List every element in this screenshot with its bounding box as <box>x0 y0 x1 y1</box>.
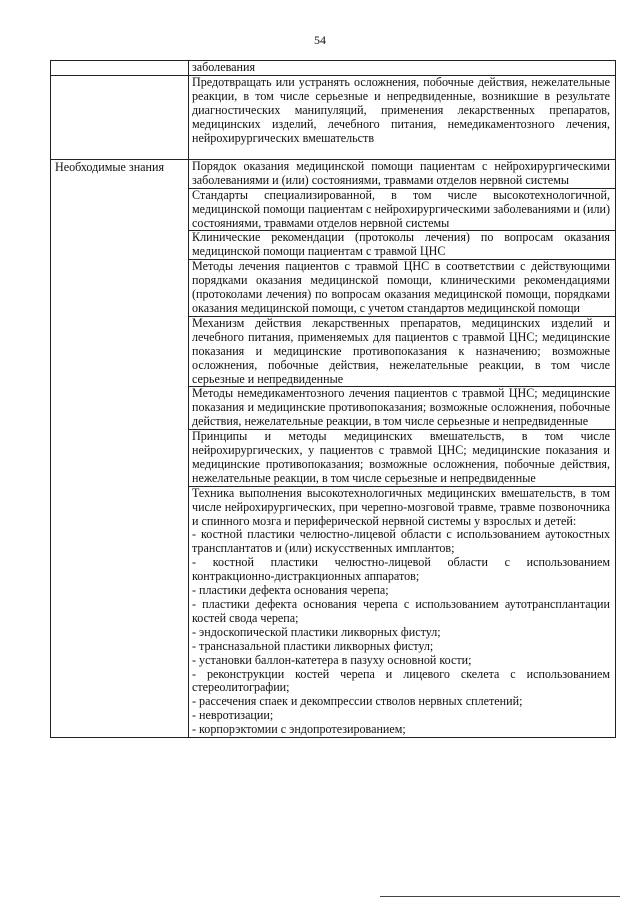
requirements-table <box>50 60 616 738</box>
row-text: Клинические рекомендации (протоколы лечения) по вопросам оказания медицинской помощи пациентам с травмой ЦНС <box>189 231 616 260</box>
row-label <box>51 75 189 159</box>
row-text: Методы немедикаментозного лечения пациентов с травмой ЦНС; медицинские показания и медицинские противопоказания; возможные осложнения, побочные действия, нежелательные реакции, в том числе серьезные и непредвиденные <box>189 387 616 430</box>
table-row <box>51 75 616 159</box>
list-item: - костной пластики челюстно-лицевой области с использованием аутокостных трансплантатов и (или) искусственных имплантов; <box>192 527 610 556</box>
row-text: Механизм действия лекарственных препаратов, медицинских изделий и лечебного питания, применяемых для пациентов с травмой ЦНС; медицинские показания и медицинские противопоказания к назначению; возможные осложнения, побочные действия, нежелательные реакции, в том числе серьезные и непредвиденные <box>189 316 616 387</box>
technique-intro: Техника выполнения высокотехнологичных медицинских вмешательств, в том числе нейрохирургических, при черепно-мозговой травме, травме позвоночника и спинного мозга и периферической нервной системы у взрослых и детей: <box>192 485 610 528</box>
list-item: - трансназальной пластики ликворных фистул; <box>192 638 434 653</box>
list-item: - эндоскопической пластики ликворных фистул; <box>192 624 441 639</box>
list-item: - реконструкции костей черепа и лицевого скелета с использованием стереолитографии; <box>192 666 610 695</box>
table-row <box>51 159 616 188</box>
list-item: - рассечения спаек и декомпрессии стволов нервных сплетений; <box>192 694 523 709</box>
row-text: Порядок оказания медицинской помощи пациентам с нейрохирургическими заболеваниями и (или) состояниями, травмами отделов нервной системы <box>189 159 616 188</box>
section-label: Необходимые знания <box>51 159 189 737</box>
row-text: Предотвращать или устранять осложнения, побочные действия, нежелательные реакции, в том числе серьезные и непредвиденные, возникшие в результате диагностических манипуляций, применения лекарственных препаратов, медицинских изделий, лечебного питания, немедикаментозного лечения, нейрохирургических вмешательств <box>189 75 616 159</box>
list-item: - корпорэктомии с эндопротезированием; <box>192 722 406 737</box>
page-number: 54 <box>314 33 326 47</box>
row-text: Стандарты специализированной, в том числе высокотехнологичной, медицинской помощи пациентам с нейрохирургическими заболеваниями и (или) состояниями, травмами отделов нервной системы <box>189 188 616 231</box>
list-item: - пластики дефекта основания черепа с использованием аутотрансплантации костей свода черепа; <box>192 597 610 625</box>
row-text: Принципы и методы медицинских вмешательств, в том числе нейрохирургических, у пациентов с травмой ЦНС; медицинские показания и медицинские противопоказания; возможные осложнения, побочные действия, нежелательные реакции, в том числе серьезные и непредвиденные <box>189 430 616 487</box>
table-row <box>51 61 616 76</box>
list-item: - костной пластики челюстно-лицевой области с использованием контракционно-дистракционных аппаратов; <box>192 555 610 584</box>
list-item: - пластики дефекта основания черепа; <box>192 583 389 598</box>
row-text: Методы лечения пациентов с травмой ЦНС в соответствии с действующими порядками оказания медицинской помощи, клиническими рекомендациями (протоколами лечения) по вопросам оказания медицинской помощи, порядками оказания медицинской помощи, с учетом стандартов медицинской помощи <box>189 260 616 317</box>
technique-cell <box>189 486 616 737</box>
list-item: - невротизации; <box>192 708 274 723</box>
list-item: - установки баллон-катетера в пазуху основной кости; <box>192 652 472 667</box>
row-label <box>51 61 189 76</box>
row-text: заболевания <box>189 61 616 76</box>
page-bottom-rule <box>380 896 620 897</box>
